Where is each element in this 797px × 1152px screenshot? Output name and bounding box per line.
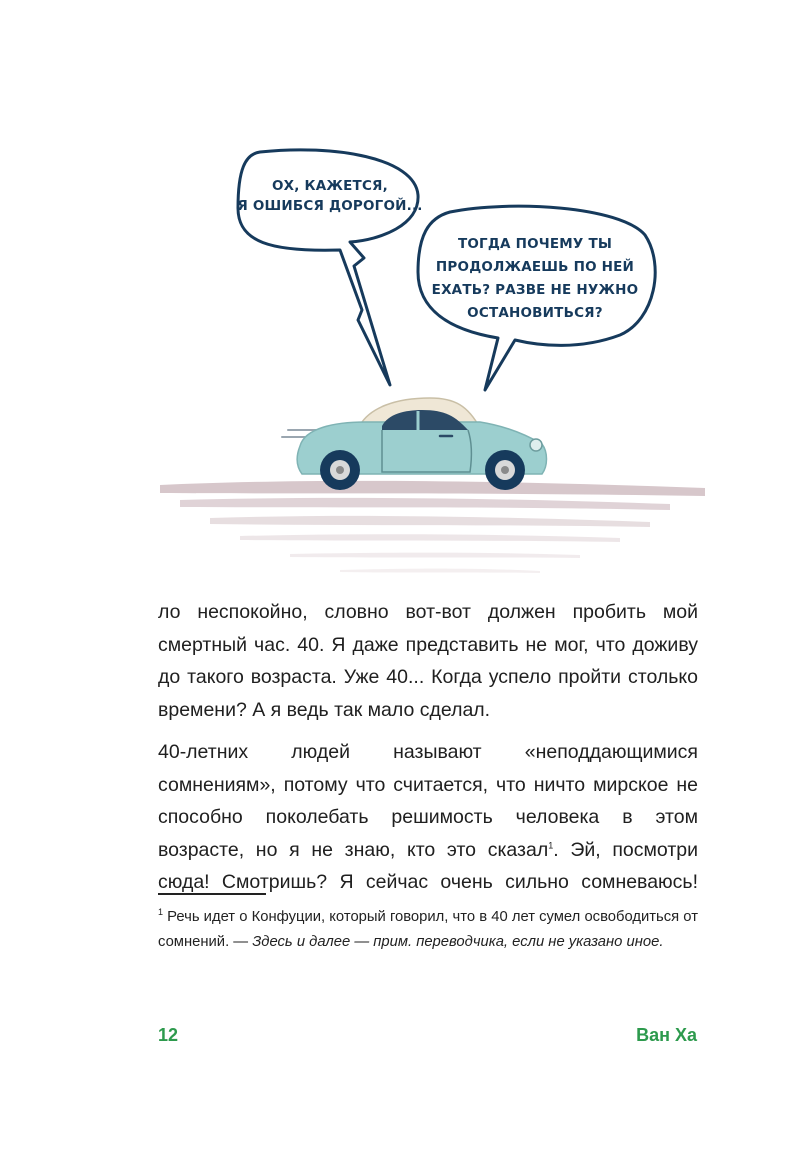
footnote-reference[interactable]: 1 (548, 840, 554, 850)
footnote-italic: Здесь и далее — прим. переводчика, если не указано иное. (252, 934, 664, 950)
bubble-left-line-2: Я ОШИБСЯ ДОРОГОЙ... (237, 198, 423, 214)
body-paragraph-2 (158, 736, 698, 899)
bubble-right-line-3: ЕХАТЬ? РАЗВЕ НЕ НУЖНО (431, 282, 639, 298)
footnote-text: Речь идет о Конфуции, который говорил, что в 40 лет сумел освободиться от сомнений. — (158, 909, 698, 950)
bubble-left-line-1: ОХ, КАЖЕТСЯ, (272, 178, 388, 194)
road-strokes (160, 481, 705, 573)
footnote-divider (158, 893, 266, 895)
footnote-marker: 1 (158, 907, 164, 918)
car-illustration (150, 140, 710, 590)
illustration-svg (150, 140, 710, 590)
car (297, 398, 546, 490)
body-paragraph-1: ло неспокойно, словно вот-вот должен пробить мой смертный час. 40. Я даже представить не мог, что доживу до такого возраста. Уже 40... Когда успело пройти столько времени? А я ведь так мало сделал. (158, 601, 698, 721)
bubble-right-line-4: ОСТАНОВИТЬСЯ? (467, 305, 603, 321)
paragraph-2-text-before: 40-летних людей называют «неподдающимися сомнениям», потому что считается, что ничто мирское не способно поколебать решимость человека в этом возрасте, но я не знаю, кто это сказал (158, 741, 698, 861)
speech-bubble-left (237, 150, 422, 385)
page-number: 12 (158, 1025, 179, 1045)
speech-bubble-right (418, 206, 655, 390)
running-head-author: Ван Ха (636, 1025, 697, 1045)
bubble-right-line-1: ТОГДА ПОЧЕМУ ТЫ (457, 236, 613, 252)
bubble-right-line-2: ПРОДОЛЖАЕШЬ ПО НЕЙ (435, 259, 635, 275)
footnote (158, 905, 698, 955)
paragraph-2-text-after: . Эй, посмотри сюда! Смотришь? Я сейчас очень сильно сомневаюсь! (158, 838, 698, 893)
